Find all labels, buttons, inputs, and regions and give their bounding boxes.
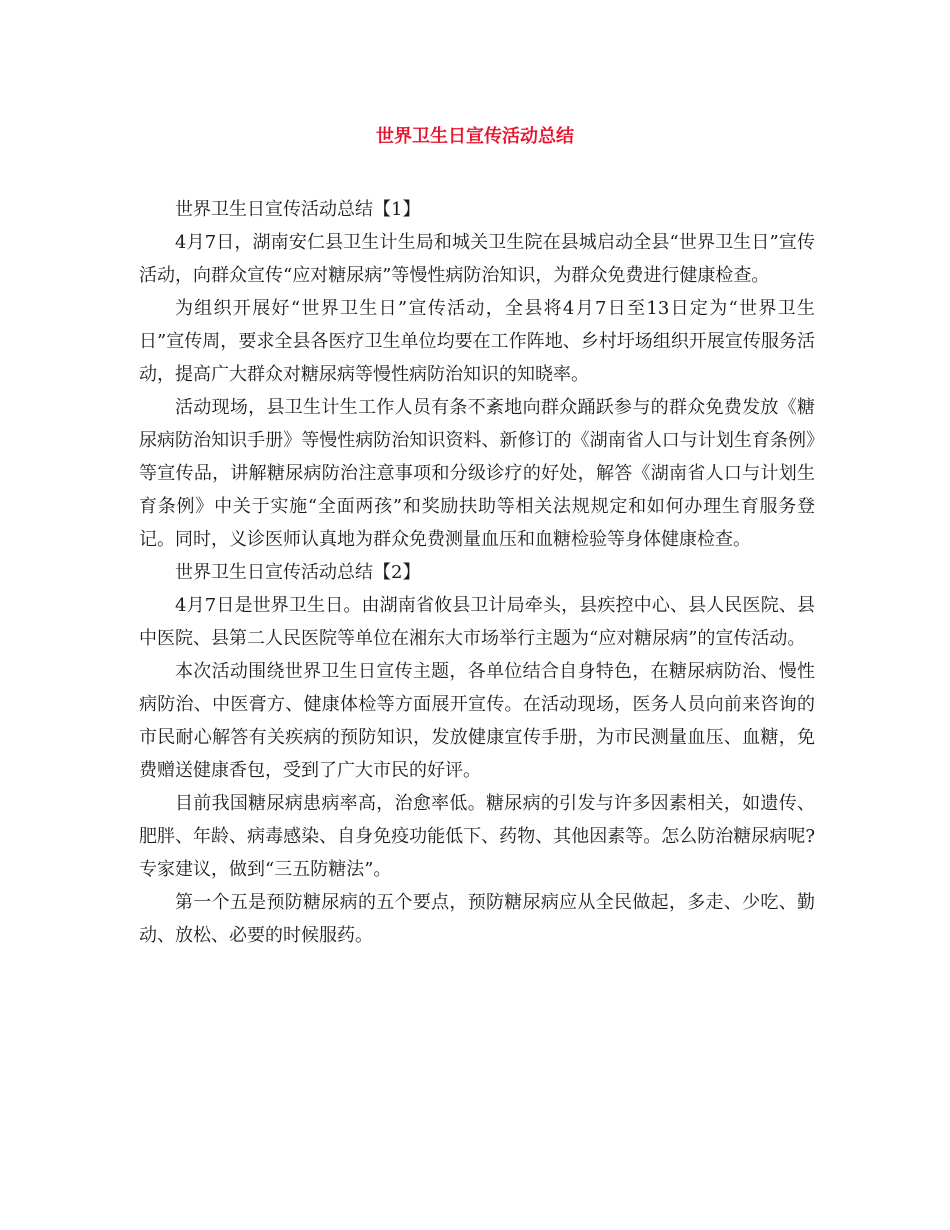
section-heading-2: 世界卫生日宣传活动总结【2】 — [175, 562, 421, 583]
paragraph: 4月7日，湖南安仁县卫生计生局和城关卫生院在县城启动全县“世界卫生日”宣传活动，向群众宣传“应对糖尿病”等慢性病防治知识，为群众免费进行健康检查。 — [139, 232, 815, 286]
paragraph: 第一个五是预防糖尿病的五个要点，预防糖尿病应从全民做起，多走、少吃、勤动、放松、必要的时候服药。 — [139, 892, 815, 946]
paragraph: 为组织开展好“世界卫生日”宣传活动，全县将4月7日至13日定为“世界卫生日”宣传周，要求全县各医疗卫生单位均要在工作阵地、乡村圩场组织开展宣传服务活动，提高广大群众对糖尿病等慢性病防治知识的知晓率。 — [139, 298, 815, 385]
paragraph: 活动现场，县卫生计生工作人员有条不紊地向群众踊跃参与的群众免费发放《糖尿病防治知识手册》等慢性病防治知识资料、新修订的《湖南省人口与计划生育条例》等宣传品，讲解糖尿病防治注意事项和分级诊疗的好处，解答《湖南省人口与计划生育条例》中关于实施“全面两孩”和奖励扶助等相关法规规定和如何办理生育服务登记。同时，义诊医师认真地为群众免费测量血压和血糖检验等身体健康检查。 — [139, 397, 815, 550]
paragraph: 本次活动围绕世界卫生日宣传主题，各单位结合自身特色，在糖尿病防治、慢性病防治、中医膏方、健康体检等方面展开宣传。在活动现场，医务人员向前来咨询的市民耐心解答有关疾病的预防知识，发放健康宣传手册，为市民测量血压、血糖，免费赠送健康香包，受到了广大市民的好评。 — [139, 661, 815, 781]
paragraph: 4月7日是世界卫生日。由湖南省攸县卫计局牵头，县疾控中心、县人民医院、县中医院、县第二人民医院等单位在湘东大市场举行主题为“应对糖尿病”的宣传活动。 — [139, 595, 815, 649]
paragraph: 目前我国糖尿病患病率高，治愈率低。糖尿病的引发与许多因素相关，如遗传、肥胖、年龄、病毒感染、自身免疫功能低下、药物、其他因素等。怎么防治糖尿病呢?专家建议，做到“三五防糖法”。 — [139, 793, 815, 880]
section-heading-1: 世界卫生日宣传活动总结【1】 — [175, 199, 421, 220]
document-title: 世界卫生日宣传活动总结 — [376, 126, 574, 147]
document-body — [139, 193, 815, 952]
